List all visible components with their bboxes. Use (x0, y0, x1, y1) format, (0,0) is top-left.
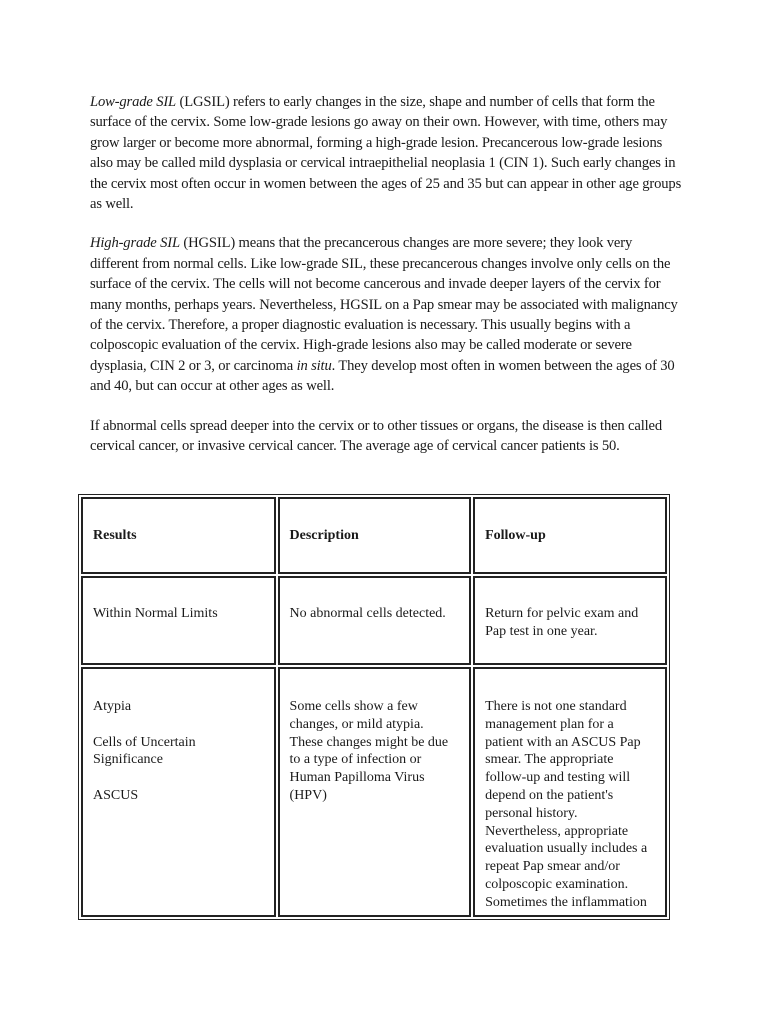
invasive-cancer-text: If abnormal cells spread deeper into the cervix or to other tissues or organs, the disease is then called cervical cancer, or invasive cervical cancer. The average age of cervical cancer patients is 50. (90, 417, 662, 455)
hgsil-definition-part2: . They develop most often in women between the ages of 30 and 40, but can occur at other ages as well. (90, 357, 675, 395)
table-row (81, 667, 667, 917)
header-results: Results (81, 497, 276, 574)
cell-results-normal: Within Normal Limits (81, 576, 276, 665)
cell-results-ascus (81, 667, 276, 917)
paragraph-invasive-cancer (90, 416, 682, 457)
results-ascus: ASCUS (93, 787, 139, 803)
term-low-grade-sil: Low-grade SIL (90, 94, 177, 110)
cell-description-ascus: Some cells show a few changes, or mild atypia. These changes might be due to a type of infection or Human Papilloma Virus (HPV) (278, 667, 472, 917)
document-body (90, 92, 682, 457)
paragraph-lgsil (90, 92, 682, 214)
spacer (93, 716, 262, 734)
cell-description-normal: No abnormal cells detected. (278, 576, 472, 665)
pap-results-table (78, 494, 670, 920)
table-row (81, 576, 667, 665)
results-atypia: Atypia (93, 699, 132, 714)
cell-followup-normal: Return for pelvic exam and Pap test in one year. (473, 576, 667, 665)
cell-followup-ascus: There is not one standard management plan for a patient with an ASCUS Pap smear. The appropriate follow-up and testing will depend on the patient's personal history. Nevertheless, appropriate evaluation usually includes a repeat Pap smear and/or colposcopic examination. Sometimes the inflammation (473, 667, 667, 917)
table-header-row (81, 497, 667, 574)
paragraph-hgsil (90, 233, 682, 396)
hgsil-definition-part1: (HGSIL) means that the precancerous changes are more severe; they look very different from normal cells. Like low-grade SIL, these precancerous changes involve only cells on the surface of the cervix. The cells will not become cancerous and invade deeper layers of the cervix for many months, perhaps years. Nevertheless, HGSIL on a Pap smear may be associated with malignancy of the cervix. Therefore, a proper diagnostic evaluation is necessary. This usually begins with a colposcopic evaluation of the cervix. High-grade lesions also may be called moderate or severe dysplasia, CIN 2 or 3, or carcinoma (90, 235, 678, 374)
lgsil-definition: (LGSIL) refers to early changes in the size, shape and number of cells that form the surface of the cervix. Some low-grade lesions go away on their own. However, with time, others may grow larger or become more abnormal, forming a high-grade lesion. Precancerous low-grade lesions also may be called mild dysplasia or cervical intraepithelial neoplasia 1 (CIN 1). Such early changes in the cervix most often occur in women between the ages of 25 and 35 but can appear in other age groups as well. (90, 94, 682, 213)
header-followup: Follow-up (473, 497, 667, 574)
results-uncertain-significance: Cells of Uncertain Significance (93, 734, 196, 768)
term-high-grade-sil: High-grade SIL (90, 235, 180, 252)
header-description: Description (278, 497, 472, 574)
term-in-situ: in situ (296, 357, 332, 374)
spacer (93, 769, 262, 787)
